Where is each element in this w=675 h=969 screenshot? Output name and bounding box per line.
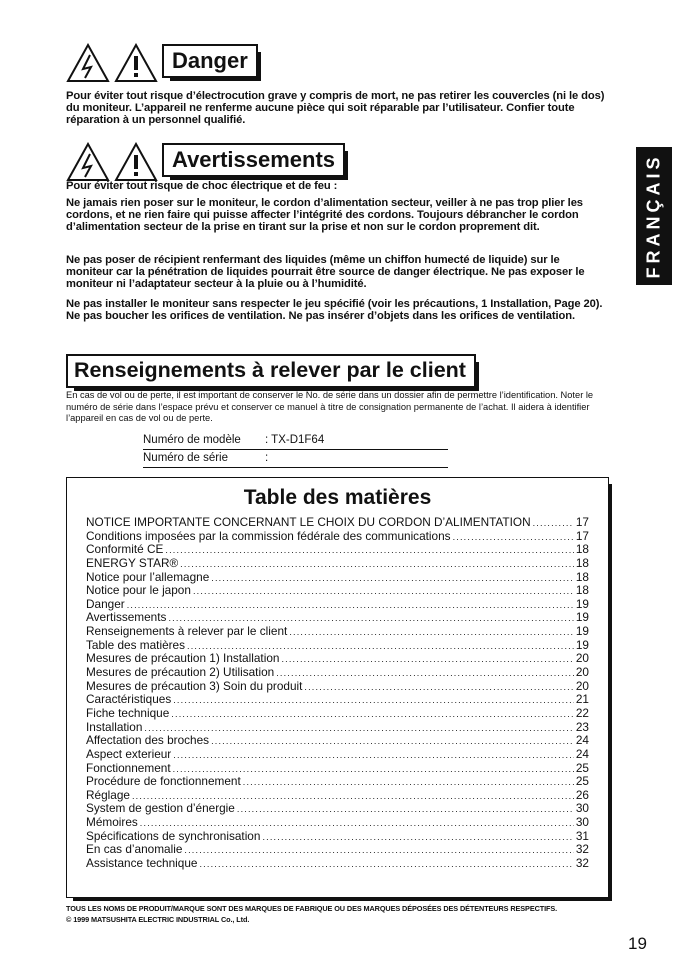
toc-entry-label: Danger [86,596,125,611]
warnings-paragraph: Ne pas poser de récipient renfermant des liquides (même un chiffon humecté de liquide) sur le moniteur car la pénétration de liquides pourrait être source de danger électrique. Ne pas exposer le moniteur ni l’adaptateur secteur à la pluie ou à l’humidité. [66,254,585,291]
toc-leader-dots [180,558,574,572]
toc-entry [86,843,589,857]
serial-number-field [143,452,268,464]
toc-entry-label: Procédure de fonctionnement [86,774,241,789]
toc-entry [86,775,589,789]
toc-entry-page: 19 [575,637,589,652]
warnings-heading: Avertissements [162,143,345,177]
toc-entry-page: 21 [575,692,589,707]
toc-leader-dots [184,844,573,858]
toc-leader-dots [281,653,573,667]
toc-leader-dots [211,572,574,586]
toc-entry [86,611,589,625]
toc-entry-label: ENERGY STAR® [86,555,179,570]
toc-entry-page: 22 [575,705,589,720]
copyright-notice: © 1999 MATSUSHITA ELECTRIC INDUSTRIAL Co., Ltd. [66,915,250,924]
electric-shock-warning-icon [66,142,110,182]
toc-entry-page: 18 [575,569,589,584]
toc-entry-page: 24 [575,733,589,748]
language-tab [636,147,672,285]
page-number: 19 [628,934,647,953]
trademark-notice: TOUS LES NOMS DE PRODUIT/MARQUE SONT DES MARQUES DE FABRIQUE OU DES MARQUES DÉPOSÉES DES DÉTENTEURS RESPECTIFS. [66,904,558,913]
toc-entry-page: 30 [575,815,589,830]
toc-entry [86,789,589,803]
toc-leader-dots [193,585,574,599]
toc-entry [86,598,589,612]
toc-entry-page: 25 [575,760,589,775]
toc-entry-label: Conformité CE [86,542,164,557]
toc-entry-page: 18 [575,542,589,557]
toc-leader-dots [533,517,574,531]
toc-entry-page: 19 [575,610,589,625]
toc-entry [86,707,589,721]
model-number-value: : TX-D1F64 [265,434,325,446]
toc-leader-dots [237,803,574,817]
danger-heading: Danger [162,44,258,78]
toc-entry-label: Installation [86,719,143,734]
toc-entry-label: Fiche technique [86,705,170,720]
toc-entry [86,830,589,844]
toc-entry-label: Notice pour l’allemagne [86,569,210,584]
toc-entry-page: 32 [575,856,589,871]
customer-record-heading: Renseignements à relever par le client [66,354,476,388]
toc-leader-dots [262,831,573,845]
toc-entry [86,666,589,680]
toc-entry-label: Fonctionnement [86,760,171,775]
toc-entry-label: Spécifications de synchronisation [86,828,261,843]
toc-entry-page: 17 [575,528,589,543]
toc-entry-page: 26 [575,787,589,802]
toc-leader-dots [127,599,574,613]
exclamation-warning-icon [114,43,158,83]
toc-entry [86,516,589,530]
toc-entry-page: 20 [575,678,589,693]
toc-entry-page: 19 [575,624,589,639]
toc-entry-label: Affectation des broches [86,733,210,748]
toc-entry [86,816,589,830]
toc-entry-label: Avertissements [86,610,167,625]
toc-entry-label: Caractéristiques [86,692,172,707]
toc-entry [86,571,589,585]
serial-number-value: : [265,452,269,464]
toc-entry [86,680,589,694]
toc-entry-page: 18 [575,583,589,598]
toc-entry-label: Table des matières [86,637,186,652]
toc-leader-dots [289,626,574,640]
serial-number-label: Numéro de série [143,452,229,464]
toc-leader-dots [165,544,574,558]
toc-entry [86,857,589,871]
warnings-paragraph: Ne jamais rien poser sur le moniteur, le cordon d’alimentation secteur, veiller à ne pas trop plier les cordons, et ne rien faire qui puisse affecter l’intégrité des cordons. Toujours débrancher le cordon d’alimentation secteur de la prise en tirant sur la prise et non sur le cordon proprement dit. [66,197,583,234]
toc-entry-label: En cas d’anomalie [86,842,183,857]
toc-entry-label: Mesures de précaution 3) Soin du produit [86,678,303,693]
toc-entry [86,543,589,557]
toc-leader-dots [243,776,574,790]
toc-entry [86,693,589,707]
model-number-underline [143,449,448,450]
toc-entry-page: 20 [575,665,589,680]
toc-entry [86,557,589,571]
toc-entry-page: 20 [575,651,589,666]
toc-entry [86,530,589,544]
toc-leader-dots [453,531,574,545]
toc-leader-dots [211,735,574,749]
toc-leader-dots [276,667,574,681]
toc-entry [86,639,589,653]
serial-number-underline [143,467,448,468]
toc-entry-label: Renseignements à relever par le client [86,624,288,639]
toc-entry-page: 18 [575,555,589,570]
toc-leader-dots [171,708,574,722]
toc-entry-label: Notice pour le japon [86,583,191,598]
toc-entry [86,625,589,639]
toc-entry-label: Mesures de précaution 1) Installation [86,651,280,666]
toc-entry-page: 30 [575,801,589,816]
toc-entry-page: 24 [575,746,589,761]
model-number-label: Numéro de modèle [143,434,241,446]
table-of-contents [66,477,609,898]
toc-leader-dots [199,858,573,872]
toc-entry-label: Assistance technique [86,856,198,871]
toc-entry-page: 31 [575,828,589,843]
toc-leader-dots [173,749,574,763]
electric-shock-warning-icon [66,43,110,83]
warnings-intro: Pour éviter tout risque de choc électrique et de feu : [66,180,338,192]
toc-entry [86,762,589,776]
toc-entry-page: 25 [575,774,589,789]
toc-leader-dots [304,681,573,695]
toc-entry [86,652,589,666]
toc-entry-label: Mémoires [86,815,138,830]
toc-title: Table des matières [243,486,432,509]
toc-entry-page: 23 [575,719,589,734]
toc-list [86,516,589,871]
toc-entry-label: Conditions imposées par la commission fédérale des communications [86,528,451,543]
toc-entry [86,734,589,748]
toc-entry-label: System de gestion d’énergie [86,801,235,816]
toc-entry [86,802,589,816]
toc-entry [86,721,589,735]
toc-entry-label: Mesures de précaution 2) Utilisation [86,665,275,680]
toc-entry [86,584,589,598]
toc-entry-label: Réglage [86,787,130,802]
exclamation-warning-icon [114,142,158,182]
toc-entry-page: 19 [575,596,589,611]
toc-leader-dots [173,694,574,708]
toc-entry-label: Aspect exterieur [86,746,172,761]
model-number-field [143,434,324,446]
warnings-paragraph: Ne pas installer le moniteur sans respecter le jeu spécifié (voir les précautions, 1 Installation, Page 20). Ne pas boucher les orifices de ventilation. Ne pas insérer d’objets dans les orifices de ventilation. [66,298,603,323]
danger-text: Pour éviter tout risque d’électrocution grave y compris de mort, ne pas retirer les couvercles (ni le dos) du moniteur. L’appareil ne renferme aucune pièce qui soit réparable par l’utilisateur. Confier toute réparation à un personnel qualifié. [66,90,605,127]
toc-entry-page: 32 [575,842,589,857]
toc-entry-page: 17 [575,515,589,529]
toc-entry [86,748,589,762]
language-tab-label: FRANÇAIS [643,153,664,279]
customer-record-text: En cas de vol ou de perte, il est important de conserver le No. de série dans un dossier afin de permettre l’identification. Noter le numéro de série dans l’espace prévu et conserver ce manuel à titre de consignation permanente de l’achat. Il aidera à identifier l’appareil en cas de vol ou de perte. [66,390,594,424]
toc-entry-label: NOTICE IMPORTANTE CONCERNANT LE CHOIX DU CORDON D’ALIMENTATION [86,515,531,529]
